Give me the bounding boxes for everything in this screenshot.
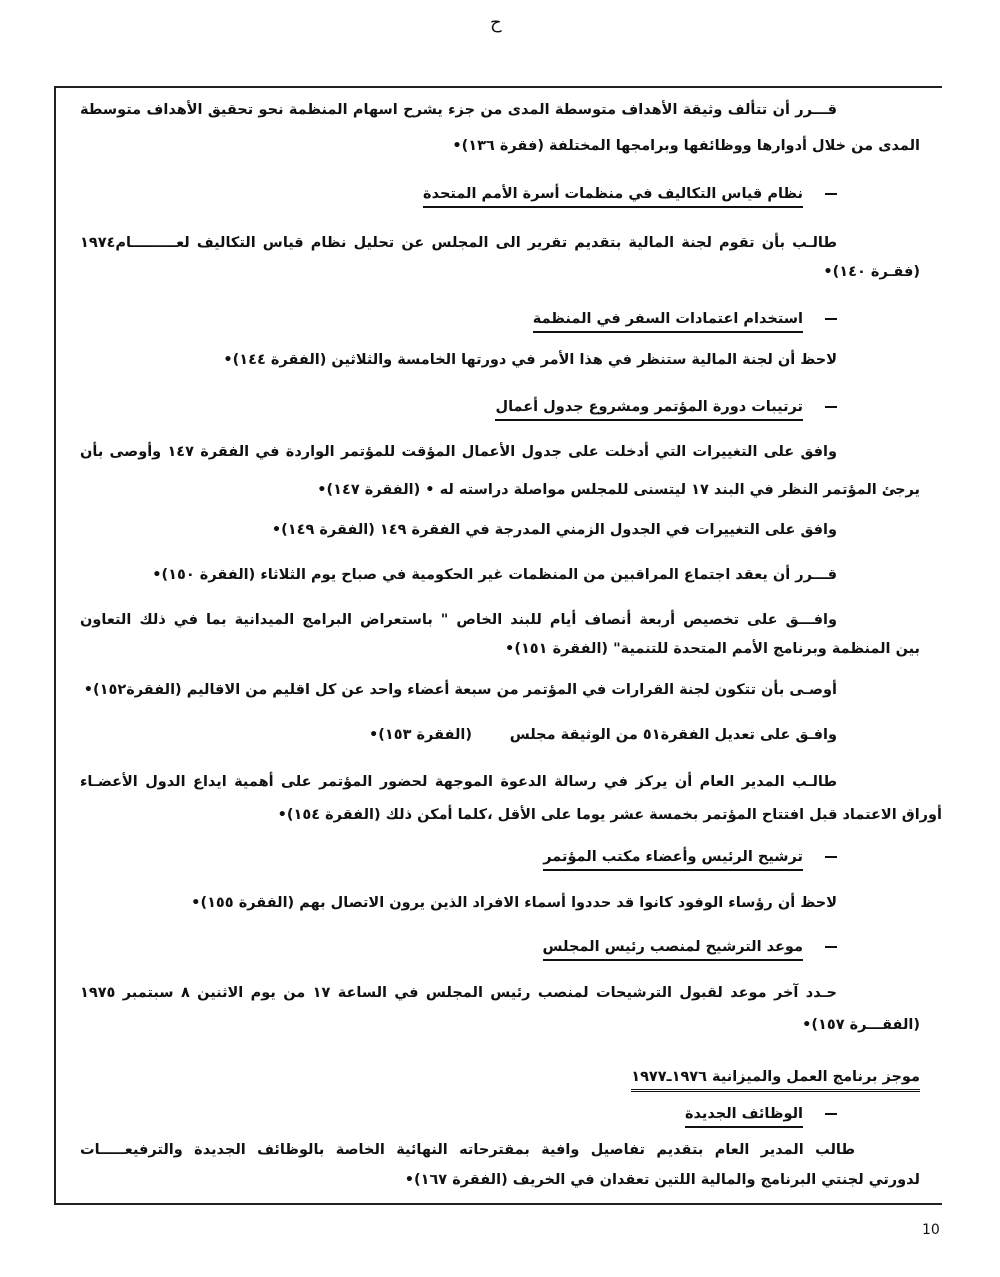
paragraph-line: لاحظ أن لجنة المالية ستنظر في هذا الأمر في دورتها الخامسة والثلاثين (الفقرة ١٤٤)•	[223, 352, 837, 368]
paragraph-line: لدورتي لجنتي البرنامج والمالية اللتين تعقدان في الخريف (الفقرة ١٦٧)•	[404, 1172, 920, 1188]
subheading	[543, 937, 837, 957]
paragraph-line: قـــرر أن يعقد اجتماع المراقبين من المنظمات غير الحكومية في صباح يوم الثلاثاء (الفقرة ١٥٠)•	[152, 567, 837, 583]
page-letter: ح	[490, 12, 502, 33]
paragraph-line: قـــرر أن تتألف وثيقة الأهداف متوسطة المدى من جزء يشرح اسهام المنظمة نحو تحقيق الأهداف متوسطة	[80, 102, 837, 118]
frame-left-border	[54, 86, 56, 1204]
section-heading-text: موجز برنامج العمل والميزانية ١٩٧٦ـ١٩٧٧	[631, 1069, 920, 1092]
paragraph-line: لاحظ أن رؤساء الوفود كانوا قد حددوا أسماء الافراد الذين يرون الاتصال بهم (الفقرة ١٥٥)•	[191, 895, 837, 911]
subheading-text: موعد الترشيح لمنصب رئيس المجلس	[543, 939, 803, 961]
paragraph-line: طالـب المدير العام أن يركز في رسالة الدعوة الموجهة لحضور المؤتمر على أهمية ايداع الدول الأعضـاء	[80, 774, 837, 790]
subheading	[423, 184, 837, 204]
paragraph-line: وافـق على تعديل الفقرة٥١ من الوثيقة مجلس	[509, 727, 837, 743]
paragraph-line: حـدد آخر موعد لقبول الترشيحات لمنصب رئيس المجلس في الساعة ١٧ من يوم الاثنين ٨ سبتمبر ١٩٧٥	[80, 985, 838, 1001]
subheading-text: نظام قياس التكاليف في منظمات أسرة الأمم المتحدة	[423, 186, 803, 208]
subheading	[495, 397, 837, 417]
paragraph-line: طالـب بأن تقوم لجنة المالية بتقديم تقرير الى المجلس عن تحليل نظام قياس التكاليف لعـــــــــام١٩٧٤	[80, 235, 837, 251]
paragraph-line: يرجئ المؤتمر النظر في البند ١٧ ليتسنى للمجلس مواصلة دراسته له • (الفقرة ١٤٧)•	[317, 482, 920, 498]
paragraph-line: (الفقـــرة ١٥٧)•	[802, 1017, 920, 1033]
section-heading	[631, 1067, 920, 1087]
paragraph-line: بين المنظمة وبرنامج الأمم المتحدة للتنمية" (الفقرة ١٥١)•	[505, 641, 920, 657]
paragraph-line: وافق على التغييرات في الجدول الزمني المدرجة في الفقرة ١٤٩ (الفقرة ١٤٩)•	[271, 522, 837, 538]
subheading	[543, 847, 837, 867]
frame-bottom-border	[54, 1203, 942, 1205]
paragraph-line: (فقـرة ١٤٠)•	[823, 264, 920, 280]
paragraph-line: أوراق الاعتماد قبل افتتاح المؤتمر بخمسة عشر يوما على الأقل ،كلما أمكن ذلك (الفقرة ١٥٤)•	[277, 807, 942, 823]
subheading	[533, 309, 837, 329]
subheading	[685, 1104, 837, 1124]
page-number: 10	[922, 1222, 940, 1238]
paragraph-line: أوصـى بأن تتكون لجنة القرارات في المؤتمر من سبعة أعضاء واحد عن كل اقليم من الاقاليم (الفقرة١٥٢)•	[83, 682, 837, 698]
subheading-text: استخدام اعتمادات السفر في المنظمة	[533, 311, 803, 333]
paragraph-line: وافق على التغييرات التي أدخلت على جدول الأعمال المؤقت للمؤتمر الواردة في الفقرة ١٤٧ وأوصى بأن	[80, 444, 837, 460]
frame-top-border	[54, 86, 942, 88]
paragraph-line: المدى من خلال أدوارها ووظائفها وبرامجها المختلفة (فقرة ١٣٦)•	[452, 138, 920, 154]
paragraph-line: طالب المدير العام بتقديم تفاصيل وافية بمقترحاته النهائية الخاصة بالوظائف الجديدة والترفيعـــــات	[80, 1142, 855, 1158]
paragraph-line: وافـــق على تخصيص أربعة أنصاف أيام للبند الخاص " باستعراض البرامج الميدانية بما في ذلك التعاون	[80, 612, 837, 628]
subheading-text: الوظائف الجديدة	[685, 1106, 803, 1128]
subheading-text: ترشيح الرئيس وأعضاء مكتب المؤتمر	[543, 849, 803, 871]
paragraph-reference: (الفقرة ١٥٣)•	[368, 727, 472, 743]
subheading-text: ترتيبات دورة المؤتمر ومشروع جدول أعمال	[495, 399, 803, 421]
